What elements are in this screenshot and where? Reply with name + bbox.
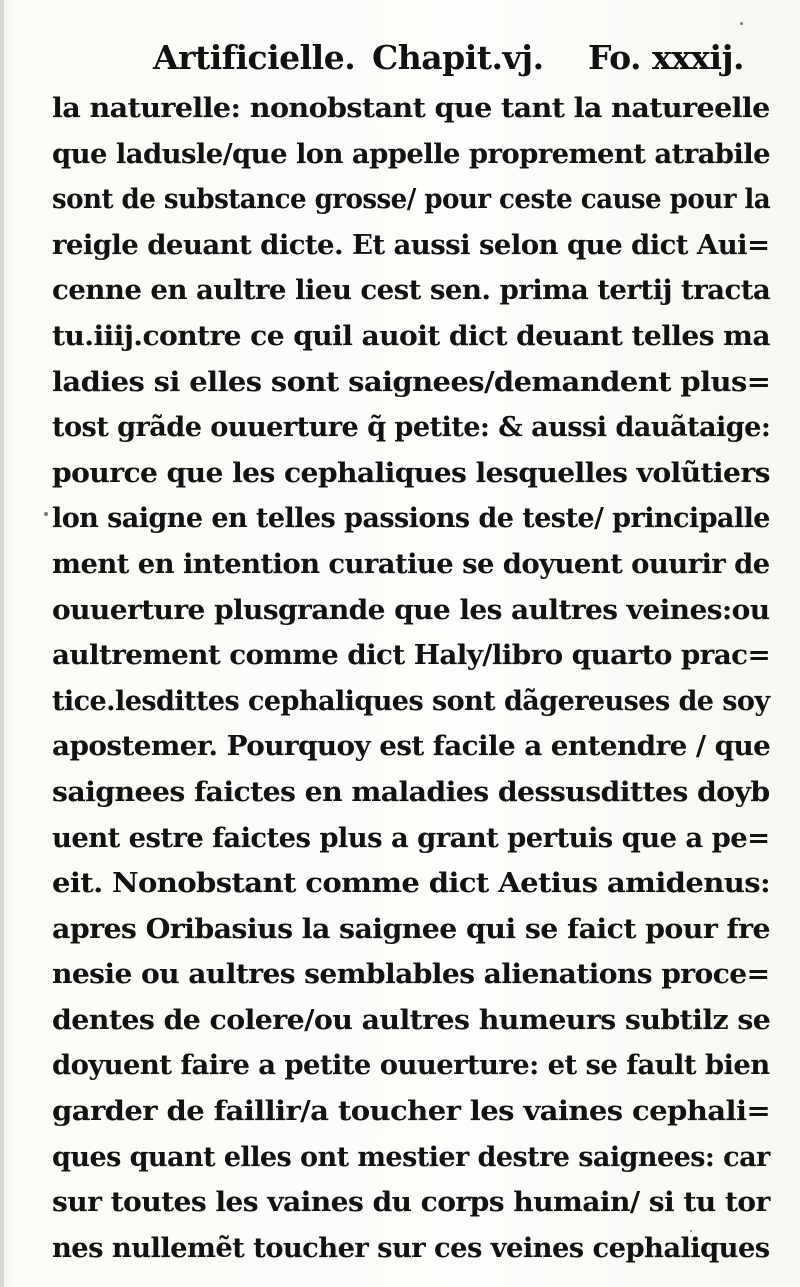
text-line: sur toutes les vaines du corps humain/ si tu tor bbox=[52, 1186, 770, 1219]
text-line: que ladusle/que lon appelle proprement atrabile bbox=[52, 137, 771, 170]
text-line: saignees faictes en maladies dessusdittes doyb bbox=[52, 775, 770, 808]
text-line: ladies si elles sont saignees/demandent plus= bbox=[52, 365, 771, 398]
header-chapter: Chapit.vj. bbox=[372, 38, 544, 77]
ink-speck bbox=[740, 22, 743, 25]
text-line: ques quant elles ont mestier destre saignees: car bbox=[52, 1140, 770, 1173]
text-line: ouuerture plusgrande que les aultres veines:ou bbox=[52, 593, 770, 626]
text-line: eit. Nonobstant comme dict Aetius amidenus: bbox=[52, 867, 771, 900]
header-folio-number: Fo. xxxij. bbox=[588, 38, 745, 77]
text-line: apres Oribasius la saignee qui se faict pour fre bbox=[52, 912, 770, 945]
text-line: tu.iiij.contre ce quil auoit dict deuant telles ma bbox=[52, 319, 770, 352]
page-edge-shadow bbox=[0, 0, 4, 1287]
text-line: aultrement comme dict Haly/libro quarto prac= bbox=[52, 639, 771, 672]
text-line: cenne en aultre lieu cest sen. prima tertij tracta bbox=[52, 274, 771, 307]
text-line: la naturelle: nonobstant que tant la natureelle bbox=[52, 92, 770, 124]
text-line: apostemer. Pourquoy est facile a entendre / que bbox=[52, 730, 771, 763]
text-line: dentes de colere/ou aultres humeurs subtilz se bbox=[52, 1003, 771, 1036]
text-line: ment en intention curatiue se doyuent ouurir de bbox=[52, 547, 770, 580]
ink-speck bbox=[690, 1230, 692, 1232]
text-line: garder de faillir/a toucher les vaines cephali= bbox=[52, 1095, 771, 1128]
text-line: reigle deuant dicte. Et aussi selon que dict Aui= bbox=[52, 228, 770, 261]
text-line: lon saigne en telles passions de teste/ principalle bbox=[52, 502, 770, 535]
text-line: tice.lesdittes cephaliques sont dãgereuses de soy bbox=[52, 684, 770, 717]
running-header bbox=[0, 38, 800, 88]
text-line: doyuent faire a petite ouuerture: et se fault bien bbox=[52, 1049, 770, 1082]
ink-speck bbox=[44, 512, 48, 516]
text-line: tost grãde ouuerture q̃ petite: & aussi dauãtaige: bbox=[52, 411, 771, 444]
text-line: pource que les cephaliques lesquelles volũtiers bbox=[52, 456, 770, 489]
text-line: uent estre faictes plus a grant pertuis que a pe= bbox=[52, 821, 770, 854]
body-text bbox=[52, 86, 770, 1271]
header-section-title: Artificielle. bbox=[153, 38, 356, 77]
text-line: nes nullemẽt toucher sur ces veines cephaliques bbox=[52, 1231, 770, 1264]
text-line: sont de substance grosse/ pour ceste cause pour la bbox=[52, 183, 771, 216]
text-line: nesie ou aultres semblables alienations proce= bbox=[52, 958, 770, 991]
